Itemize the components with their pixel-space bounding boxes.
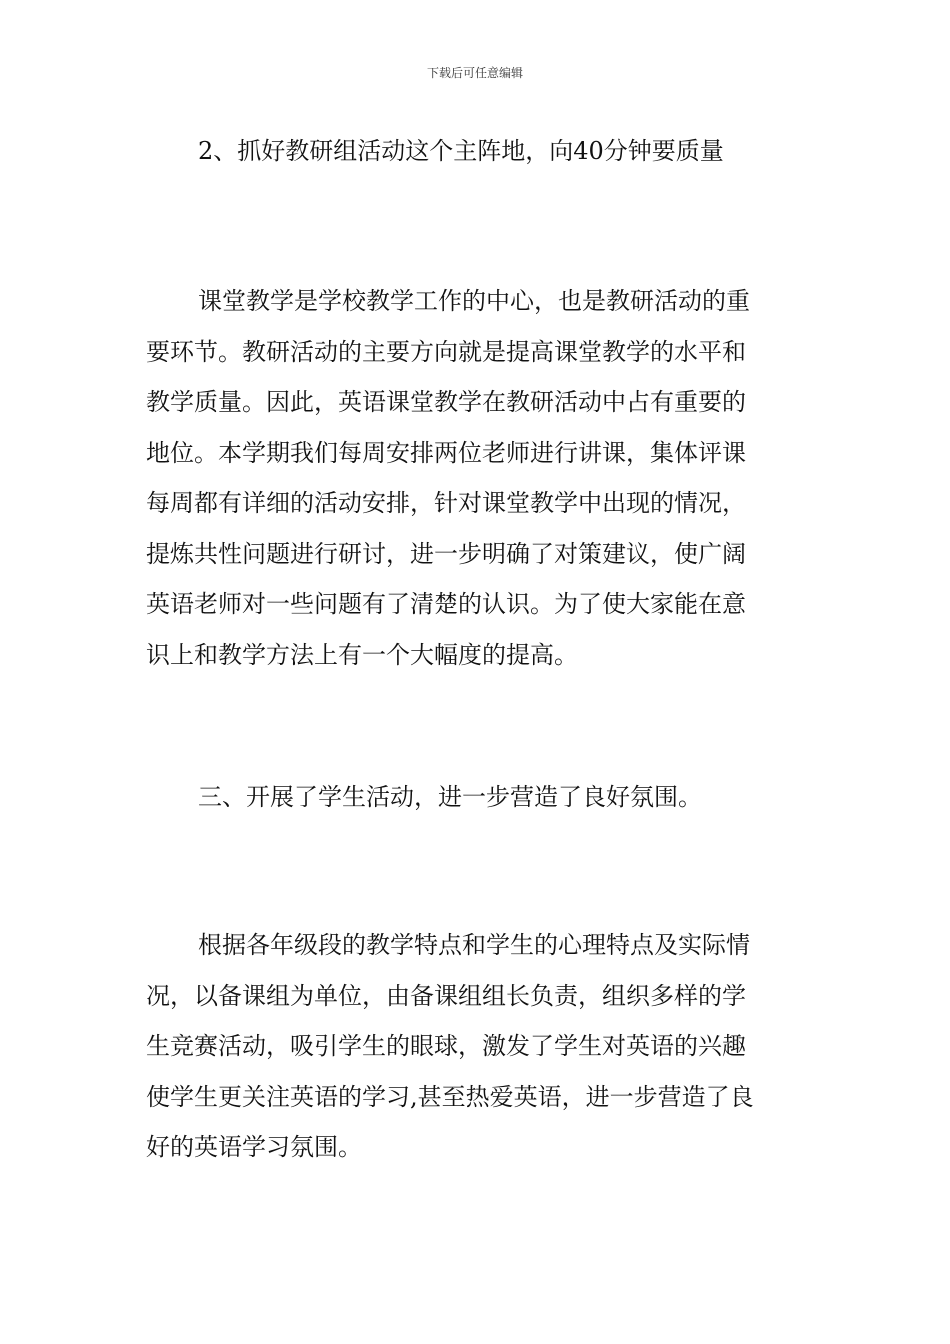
paragraph-line: 生竞赛活动，吸引学生的眼球，激发了学生对英语的兴趣 [146, 1032, 746, 1060]
section-2-heading: 2、抓好教研组活动这个主阵地，向40分钟要质量 [198, 137, 724, 165]
paragraph-line: 提炼共性问题进行研讨，进一步明确了对策建议，使广阔 [146, 539, 746, 568]
paragraph-line: 使学生更关注英语的学习,甚至热爱英语，进一步营造了良 [146, 1082, 754, 1111]
paragraph-line: 况，以备课组为单位，由备课组组长负责，组织多样的学 [146, 981, 746, 1010]
paragraph-line: 地位。本学期我们每周安排两位老师进行讲课，集体评课 [146, 438, 746, 467]
paragraph-line: 每周都有详细的活动安排，针对课堂教学中出现的情况， [146, 489, 746, 517]
paragraph-line: 英语老师对一些问题有了清楚的认识。为了使大家能在意 [146, 590, 746, 618]
paragraph-line: 好的英语学习氛围。 [146, 1133, 362, 1161]
paragraph-1 [146, 276, 806, 680]
paragraph-line: 课堂教学是学校教学工作的中心，也是教研活动的重 [198, 287, 750, 315]
paragraph-line: 教学质量。因此，英语课堂教学在教研活动中占有重要的 [146, 388, 746, 416]
paragraph-line: 识上和教学方法上有一个大幅度的提高。 [146, 640, 578, 669]
page-header: 下载后可任意编辑 [426, 66, 523, 80]
paragraph-line: 要环节。教研活动的主要方向就是提高课堂教学的水平和 [146, 337, 746, 366]
paragraph-line: 根据各年级段的教学特点和学生的心理特点及实际情 [198, 931, 750, 959]
section-3-heading: 三、开展了学生活动，进一步营造了良好氛围。 [198, 783, 702, 811]
paragraph-2 [146, 920, 806, 1173]
